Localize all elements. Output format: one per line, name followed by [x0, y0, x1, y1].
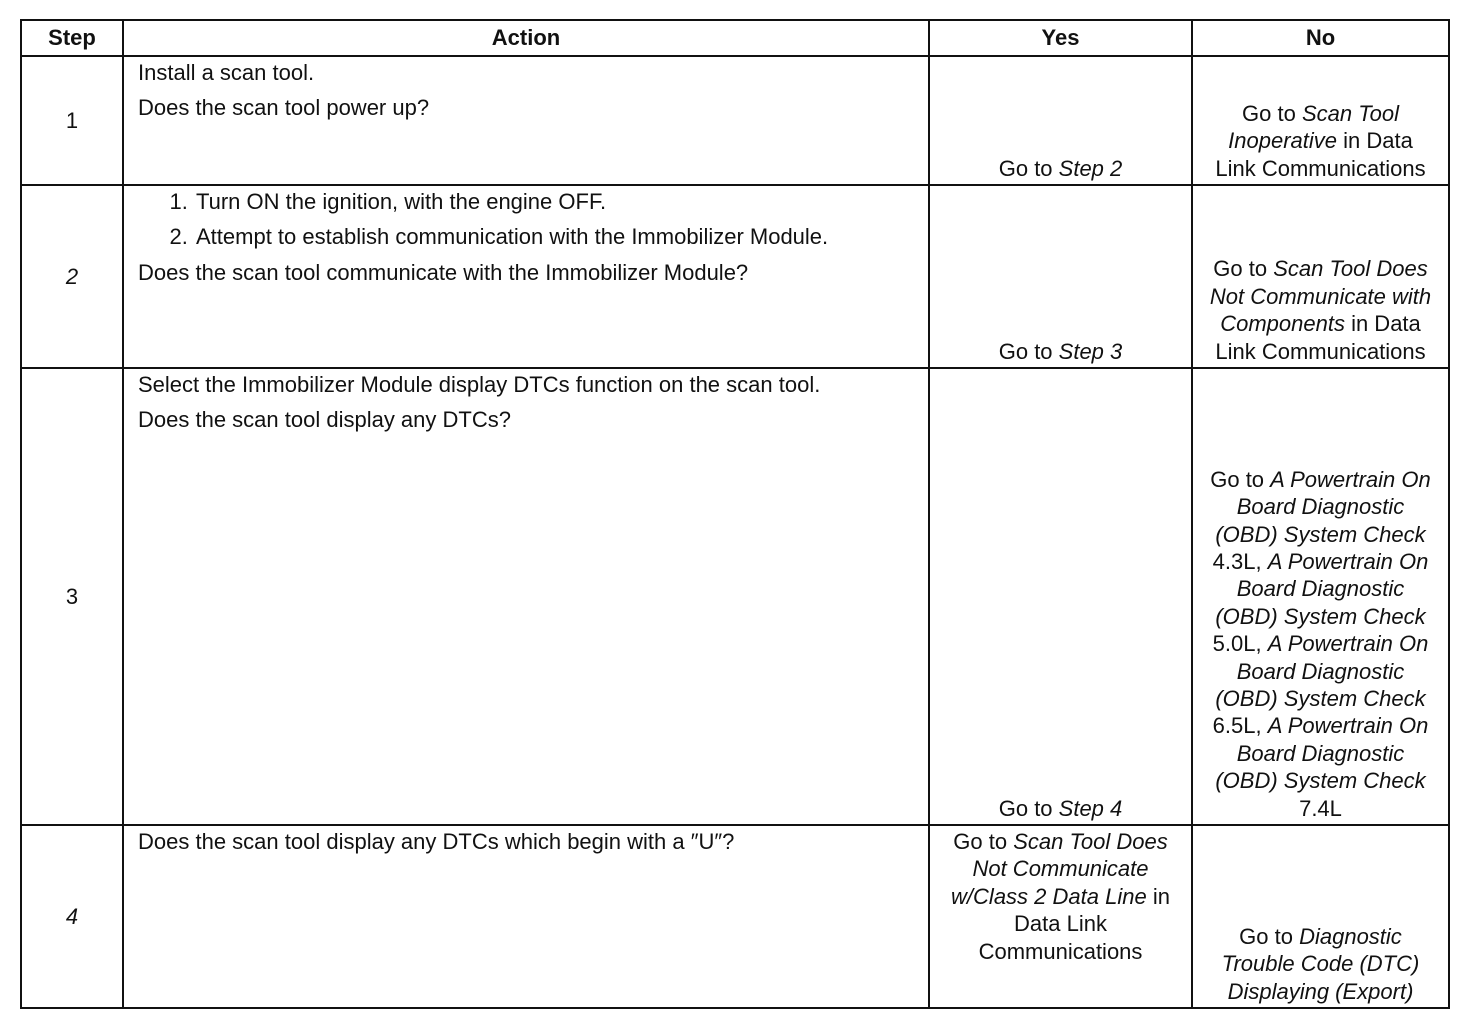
table-row: [21, 185, 1449, 368]
action-steps-list: [138, 188, 914, 251]
no-prefix: Go to: [1242, 100, 1302, 126]
no-ref-link[interactable]: A Powertrain On Board Diagnostic (OBD) System Check: [1215, 631, 1429, 711]
header-yes: Yes: [929, 20, 1192, 56]
action-step-item: 1. Turn ON the ignition, with the engine OFF.: [194, 188, 914, 215]
table-row: [21, 825, 1449, 1008]
yes-prefix: Go to: [998, 155, 1059, 181]
step-number: 4: [21, 825, 123, 1008]
action-instruction: Install a scan tool.: [138, 60, 315, 85]
no-cell: [1192, 185, 1449, 368]
yes-suffix: in Data Link Communications: [978, 883, 1170, 964]
yes-prefix: Go to: [953, 829, 1014, 854]
yes-step-link[interactable]: Step 2: [1058, 155, 1123, 181]
yes-step-link[interactable]: Step 4: [1058, 795, 1123, 821]
header-row: [21, 20, 1449, 56]
no-prefix: Go to: [1239, 923, 1300, 949]
no-ref-link[interactable]: Scan Tool Inoperative: [1228, 100, 1399, 154]
yes-prefix: Go to: [998, 795, 1059, 821]
header-step: Step: [21, 20, 123, 56]
action-question: Does the scan tool display any DTCs which begin with a ″U″?: [138, 829, 735, 854]
yes-cell: [929, 368, 1192, 825]
action-question: Does the scan tool power up?: [138, 95, 430, 121]
yes-cell: [929, 185, 1192, 368]
yes-ref-link[interactable]: Scan Tool Does Not Communicate w/Class 2 Data Line: [951, 829, 1168, 909]
no-engine-size: 4.3L,: [1212, 548, 1268, 574]
step-number: 2: [21, 185, 123, 368]
no-ref-link[interactable]: A Powertrain On Board Diagnostic (OBD) System Check: [1215, 713, 1429, 794]
no-ref-link[interactable]: Diagnostic Trouble Code (DTC) Displaying (Export): [1221, 923, 1420, 1004]
no-engine-size: 6.5L,: [1212, 713, 1268, 739]
no-cell: [1192, 825, 1449, 1008]
yes-cell: [929, 825, 1192, 1008]
action-question: Does the scan tool communicate with the Immobilizer Module?: [138, 259, 749, 285]
action-cell: [123, 185, 929, 368]
action-instruction: Select the Immobilizer Module display DTCs function on the scan tool.: [138, 372, 821, 397]
no-suffix: in Data Link Communications: [1215, 311, 1426, 364]
action-question: Does the scan tool display any DTCs?: [138, 407, 511, 433]
no-engine-size: 5.0L,: [1212, 631, 1268, 657]
action-step-item: 2. Attempt to establish communication with the Immobilizer Module.: [194, 223, 914, 250]
header-no: No: [1192, 20, 1449, 56]
action-cell: [123, 368, 929, 825]
diagnostic-table: [20, 19, 1450, 1009]
header-action: Action: [123, 20, 929, 56]
step-number: 3: [21, 368, 123, 825]
no-ref-link[interactable]: A Powertrain On Board Diagnostic (OBD) System Check: [1215, 466, 1431, 547]
no-ref-link[interactable]: A Powertrain On Board Diagnostic (OBD) System Check: [1215, 548, 1429, 629]
no-prefix: Go to: [1210, 466, 1271, 492]
step-number: 1: [21, 56, 123, 185]
table-row: [21, 368, 1449, 825]
table-row: [21, 56, 1449, 185]
yes-step-link[interactable]: Step 3: [1058, 338, 1123, 364]
no-ref-link[interactable]: Scan Tool Does Not Communicate with Components: [1209, 256, 1432, 337]
yes-prefix: Go to: [998, 338, 1059, 364]
no-suffix: in Data Link Communications: [1215, 128, 1426, 181]
no-engine-size: 7.4L: [1299, 795, 1342, 821]
no-cell: [1192, 368, 1449, 825]
no-prefix: Go to: [1213, 256, 1274, 282]
no-cell: [1192, 56, 1449, 185]
yes-cell: [929, 56, 1192, 185]
action-cell: [123, 825, 929, 1008]
action-cell: [123, 56, 929, 185]
